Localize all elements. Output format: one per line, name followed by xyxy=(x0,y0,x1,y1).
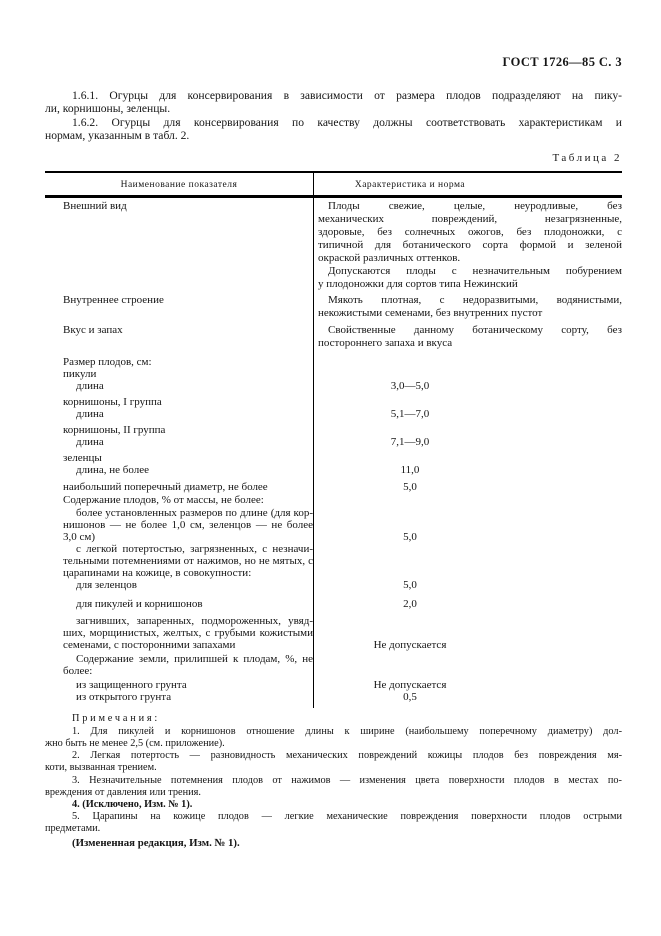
table-row xyxy=(45,320,622,350)
note-item xyxy=(45,799,622,811)
norm-value: 5,0 xyxy=(403,480,417,493)
text-line: наибольший поперечный диаметр, не более xyxy=(63,480,268,493)
note-item xyxy=(45,811,622,835)
text-line: Допускаются плоды с незначительным побурением xyxy=(328,264,622,277)
norm-cell xyxy=(313,691,622,708)
text-line: ли, корнишоны, зеленцы. xyxy=(45,102,171,116)
notes-items xyxy=(45,726,622,836)
table-row xyxy=(45,420,622,448)
text-line: коти, вызванная трением. xyxy=(45,762,157,774)
note-item xyxy=(45,750,622,774)
text-line: длина xyxy=(76,435,104,448)
text-line: Вкус и запах xyxy=(63,323,123,336)
norm-cell xyxy=(313,291,622,320)
table-row xyxy=(45,476,622,493)
text-line: более: xyxy=(63,664,93,677)
table-2 xyxy=(45,171,622,708)
table-row xyxy=(45,350,622,392)
table-row xyxy=(45,506,622,543)
norm-value: 5,0 xyxy=(403,578,417,591)
norm-value: 7,1—9,0 xyxy=(390,435,430,448)
text-line: окраской различных оттенков. xyxy=(318,251,461,264)
norm-cell xyxy=(313,610,622,651)
indicator-cell xyxy=(45,543,313,579)
table-row xyxy=(45,493,622,506)
indicator-cell xyxy=(45,392,313,420)
table-row xyxy=(45,543,622,579)
indicator-cell xyxy=(45,420,313,448)
norm-value: Не допускается xyxy=(373,678,447,691)
text-line: длина xyxy=(76,379,104,392)
norm-cell xyxy=(313,448,622,476)
text-line: 1.6.1. Огурцы для консервирования в зависимости от размера плодов подразделяют на пику- xyxy=(72,89,622,102)
text-line: здоровые, без солнечных ожогов, без плодоножки, с xyxy=(318,225,622,238)
text-line: зеленцы xyxy=(63,451,102,464)
text-line: Содержание земли, прилипшей к плодам, %, не xyxy=(76,652,313,665)
table-row xyxy=(45,677,622,691)
indicator-cell xyxy=(45,448,313,476)
note-item xyxy=(45,775,622,799)
text-line: типичной для ботанического сорта формой и зеленой xyxy=(318,238,622,251)
text-line: царапинами на кожице, в совокупности: xyxy=(63,566,252,579)
text-line: вреждения от давления или трения. xyxy=(45,786,201,798)
indicator-cell xyxy=(45,493,313,506)
norm-value: 11,0 xyxy=(400,463,420,476)
norm-cell xyxy=(313,677,622,691)
indicator-cell xyxy=(45,506,313,543)
table-row xyxy=(45,291,622,320)
text-line: Содержание плодов, % от массы, не более: xyxy=(63,493,264,506)
table-row xyxy=(45,198,622,291)
text-line: 3. Незначительные потемнения плодов от нажимов — изменения цвета поверхности плодов в местах по- xyxy=(72,774,622,786)
text-line: постороннего запаха и вкуса xyxy=(318,336,453,349)
text-line: загнивших, запаренных, подмороженных, увяд- xyxy=(76,614,313,627)
table-body xyxy=(45,198,622,708)
column-header-indicator-name: Наименование показателя xyxy=(120,179,238,190)
table-row xyxy=(45,610,622,651)
text-line: ших, морщинистых, желтых, с грубыми кожистыми xyxy=(63,626,313,639)
norm-cell xyxy=(313,350,622,392)
table-row xyxy=(45,691,622,708)
table-row xyxy=(45,579,622,591)
text-line: предметами. xyxy=(45,823,101,835)
indicator-cell xyxy=(45,350,313,392)
text-line: Внутреннее строение xyxy=(63,293,164,306)
text-line: для пикулей и корнишонов xyxy=(76,597,203,610)
norm-cell xyxy=(313,392,622,420)
norm-value: 5,1—7,0 xyxy=(390,407,430,420)
norm-value: 5,0 xyxy=(403,530,417,543)
indicator-cell xyxy=(45,691,313,708)
text-line: Мякоть плотная, с недоразвитыми, водянистыми, xyxy=(328,293,622,306)
amendment-line: (Измененная редакция, Изм. № 1). xyxy=(72,836,240,849)
text-line: для зеленцов xyxy=(76,578,137,591)
text-line: длина xyxy=(76,407,104,420)
text-line: с легкой потертостью, загрязненных, с незначи- xyxy=(76,542,313,555)
text-line: тельными потемнениями от нажимов, но не мятых, с xyxy=(63,554,313,567)
text-line: Плоды свежие, целые, неуродливые, без xyxy=(328,199,622,212)
norm-value: 0,5 xyxy=(403,690,417,703)
text-line: механических повреждений, незагрязненные, xyxy=(318,212,622,225)
text-line: длина, не более xyxy=(76,463,149,476)
indicator-cell xyxy=(45,198,313,291)
text-line: нормам, указанным в табл. 2. xyxy=(45,129,190,143)
indicator-cell xyxy=(45,677,313,691)
text-line: 2. Легкая потертость — разновидность механических повреждений кожицы плодов без повреждения мя- xyxy=(72,750,622,762)
norm-cell xyxy=(313,420,622,448)
text-line: 4. (Исключено, Изм. № 1). xyxy=(72,799,193,811)
text-line: Размер плодов, см: xyxy=(63,355,152,368)
indicator-cell xyxy=(45,651,313,677)
norm-cell xyxy=(313,579,622,591)
table-row xyxy=(45,591,622,610)
norm-cell xyxy=(313,476,622,493)
indicator-cell xyxy=(45,591,313,610)
norm-cell xyxy=(313,506,622,543)
text-line: 5. Царапины на кожице плодов — легкие механические повреждения поверхности плодов острыми xyxy=(72,811,622,823)
table-caption: Таблица 2 xyxy=(552,151,622,164)
text-line: Свойственные данному ботаническому сорту, без xyxy=(328,323,622,336)
table-header-row xyxy=(45,173,622,198)
table-row xyxy=(45,448,622,476)
text-line: пикули xyxy=(63,367,97,380)
text-line: более установленных размеров по длине (для кор- xyxy=(76,506,313,519)
text-line: 1.6.2. Огурцы для консервирования по качеству должны соответствовать характеристикам и xyxy=(72,115,622,129)
text-line: корнишоны, II группа xyxy=(63,423,166,436)
text-line: корнишоны, I группа xyxy=(63,395,162,408)
indicator-cell xyxy=(45,610,313,651)
text-line: из открытого грунта xyxy=(76,690,172,703)
text-line: из защищенного грунта xyxy=(76,678,187,691)
text-line: семенами, с посторонними запахами xyxy=(63,638,236,651)
norm-cell xyxy=(313,320,622,350)
indicator-cell xyxy=(45,291,313,320)
indicator-cell xyxy=(45,476,313,493)
norm-cell xyxy=(313,591,622,610)
page-header: ГОСТ 1726—85 С. 3 xyxy=(502,55,622,69)
norm-cell xyxy=(313,493,622,506)
column-header-characteristic-norm: Характеристика и норма xyxy=(313,173,622,195)
text-line: некожистыми семенами, без внутренних пустот xyxy=(318,306,543,319)
intro-paragraphs xyxy=(45,89,622,143)
notes-heading: Примечания: xyxy=(72,712,161,724)
norm-cell xyxy=(313,198,622,291)
text-line: 3,0 см) xyxy=(63,530,96,543)
norm-value: Не допускается xyxy=(373,638,447,651)
text-line: нишонов — не более 1,0 см, зеленцов — не более xyxy=(63,518,313,531)
notes-section xyxy=(45,713,622,849)
indicator-cell xyxy=(45,320,313,350)
norm-cell xyxy=(313,543,622,579)
text-line: у плодоножки для сортов типа Нежинский xyxy=(318,277,518,290)
norm-value: 2,0 xyxy=(403,597,417,610)
indicator-cell xyxy=(45,579,313,591)
text-line: Внешний вид xyxy=(63,199,127,212)
note-item xyxy=(45,726,622,750)
norm-value: 3,0—5,0 xyxy=(390,379,430,392)
table-row xyxy=(45,392,622,420)
norm-cell xyxy=(313,651,622,677)
text-line: жно быть не менее 2,5 (см. приложение). xyxy=(45,738,225,750)
text-line: 1. Для пикулей и корнишонов отношение длины к ширине (наибольшему поперечному диаметру) дол- xyxy=(72,725,622,737)
table-row xyxy=(45,651,622,677)
